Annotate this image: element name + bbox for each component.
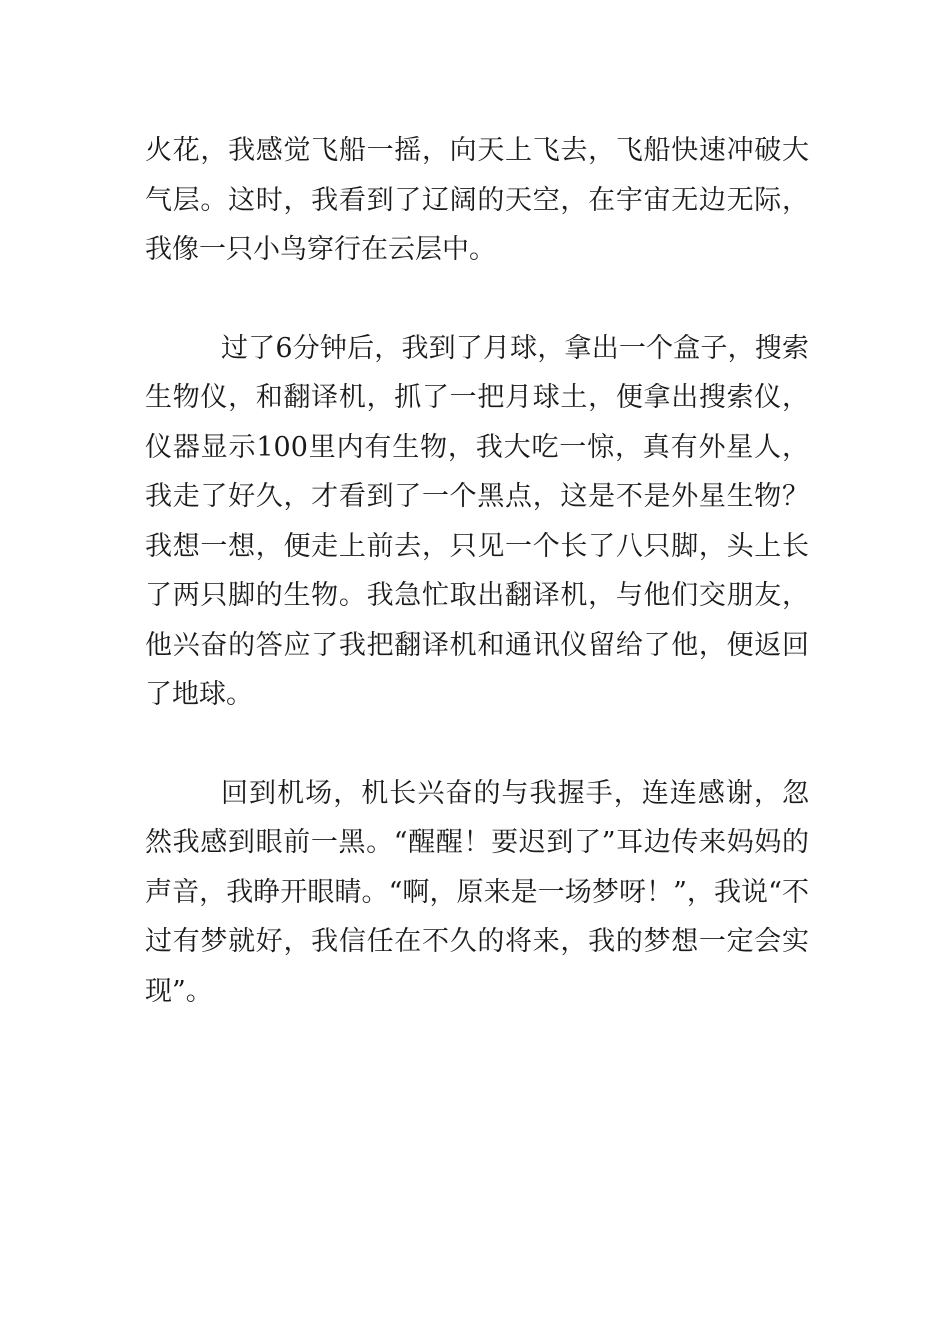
paragraph-2: 过了6分钟后，我到了月球，拿出一个盒子，搜索生物仪，和翻译机，抓了一把月球土，便拿出搜索仪，仪器显示100里内有生物，我大吃一惊，真有外星人，我走了好久，才看到了一个黑点，这是不是外星生物？我想一想，便走上前去，只见一个长了八只脚，头上长了两只脚的生物。我急忙取出翻译机，与他们交朋友，他兴奋的答应了我把翻译机和通讯仪留给了他，便返回了地球。 bbox=[145, 332, 809, 710]
paragraph-1: 火花，我感觉飞船一摇，向天上飞去，飞船快速冲破大气层。这时，我看到了辽阔的天空，在宇宙无边无际，我像一只小鸟穿行在云层中。 bbox=[145, 135, 809, 265]
document-body bbox=[145, 126, 809, 1016]
paragraph-3: 回到机场，机长兴奋的与我握手，连连感谢，忽然我感到眼前一黑。“醒醒！要迟到了”耳边传来妈妈的声音，我睁开眼睛。“啊，原来是一场梦呀！”，我说“不过有梦就好，我信任在不久的将来，我的梦想一定会实现”。 bbox=[145, 777, 809, 1007]
